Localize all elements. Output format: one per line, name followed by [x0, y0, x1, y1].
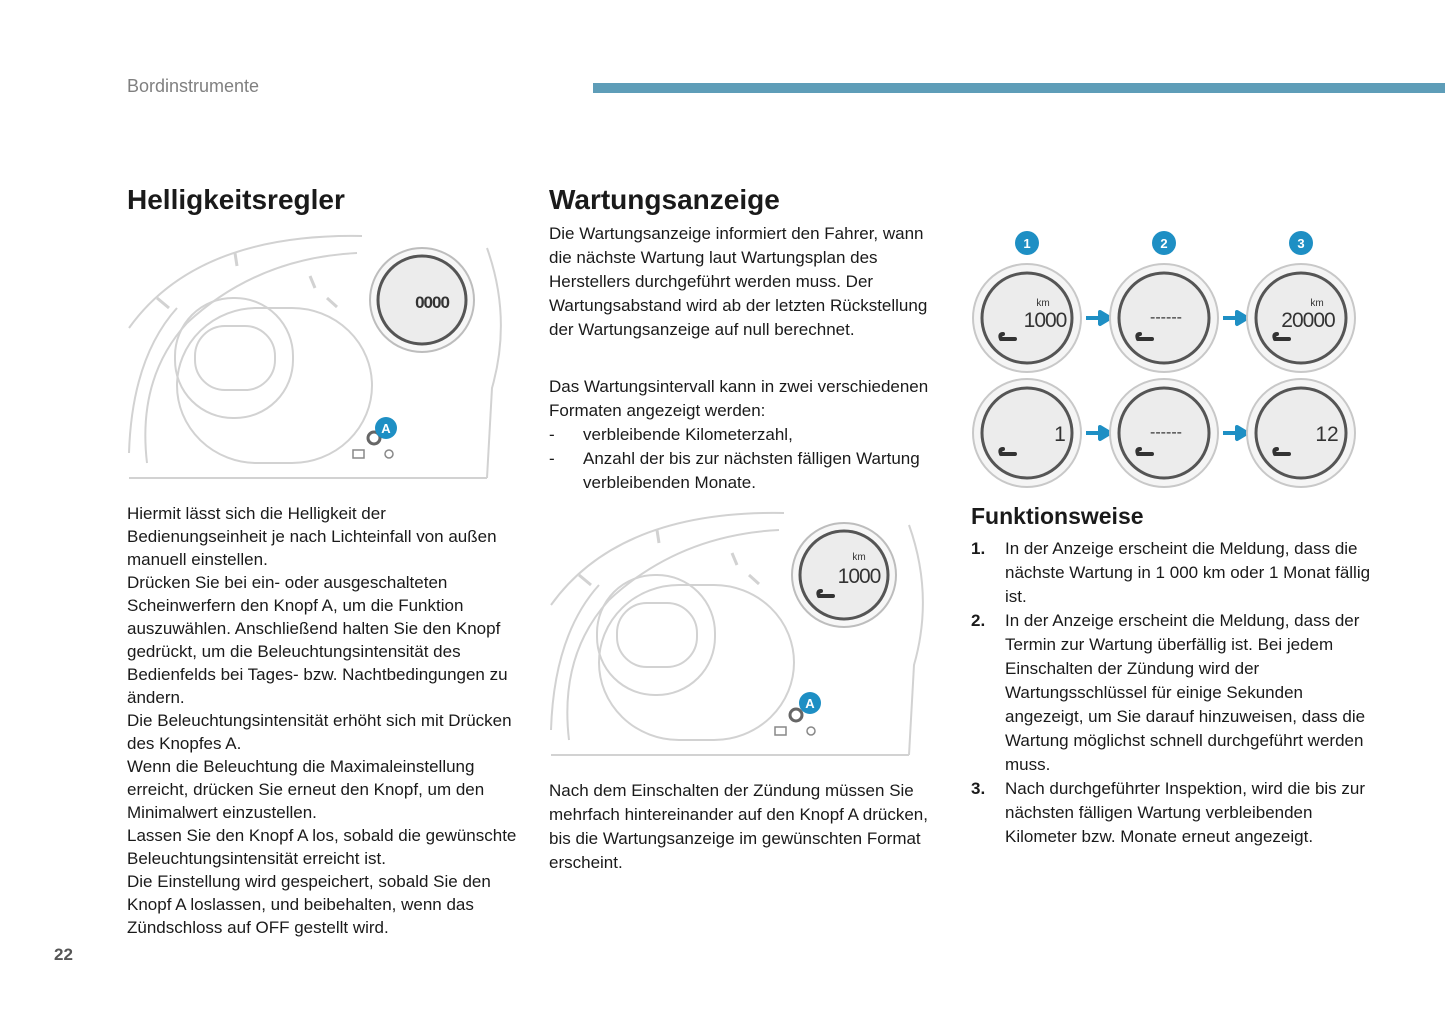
dial-km-1 [973, 264, 1081, 372]
display-sequence-figure [970, 226, 1360, 492]
heading-funktionsweise: Funktionsweise [971, 503, 1144, 529]
step-text: In der Anzeige erscheint die Meldung, dass der Termin zur Wartung überfällig ist. Bei jedem Einschalten der Zündung wird der Wartungsschlüssel für einige Sekunden angezeigt, um Sie darauf hinzuweisen, dass die Wartung möglichst schnell durchgeführt werden muss. [1005, 611, 1366, 774]
formats-intro: Das Wartungsintervall kann in zwei verschiedenen Formaten angezeigt werden: [549, 377, 929, 420]
arrow-right-icon [1086, 427, 1110, 439]
header-bar [593, 83, 1445, 93]
step-number: 2. [971, 611, 986, 630]
brightness-paragraph: Drücken Sie bei ein- oder ausgeschalteten Scheinwerfern den Knopf A, um die Funktion auszuwählen. Anschließend halten Sie den Knopf gedrückt, um die Beleuchtungsintensität des Bedienfelds bei Tages- bzw. Nachtbedingungen zu ändern. [127, 573, 508, 707]
arrow-right-icon [1086, 312, 1110, 324]
step-text: Nach durchgeführter Inspektion, wird die bis zur nächsten fälligen Wartung verbleibenden Kilometer bzw. Monate erneut angezeigt. [1005, 779, 1366, 846]
list-item [549, 447, 934, 495]
step-number: 1. [971, 539, 986, 558]
step-badge: 1 [1023, 236, 1031, 251]
dial-month-3 [1247, 379, 1355, 487]
list-item [549, 423, 934, 447]
brightness-paragraph: Lassen Sie den Knopf A los, sobald die gewünschte Beleuchtungsintensität erreicht ist. [127, 826, 517, 868]
dial-km-3 [1247, 264, 1355, 372]
step-number: 3. [971, 779, 986, 798]
list-item [971, 609, 1371, 777]
maintenance-formats [549, 375, 934, 495]
dial-value: 12 [1315, 423, 1339, 446]
dial-month-1 [973, 379, 1081, 487]
brightness-paragraph: Die Beleuchtungsintensität erhöht sich mit Drücken des Knopfes A. [127, 711, 512, 753]
dial-value: ------ [1150, 424, 1182, 441]
list-item [971, 537, 1371, 609]
heading-wartungsanzeige: Wartungsanzeige [549, 184, 780, 215]
step-badge: 2 [1160, 236, 1168, 251]
page-number: 22 [54, 945, 73, 964]
step-text: In der Anzeige erscheint die Meldung, dass die nächste Wartung in 1 000 km oder 1 Monat fällig ist. [1005, 539, 1371, 606]
dial-value: 1 [1054, 423, 1066, 446]
list-item-text: Anzahl der bis zur nächsten fälligen Wartung verbleibenden Monate. [583, 449, 920, 492]
list-item [971, 777, 1371, 849]
dial-value: 1000 [1023, 309, 1067, 332]
dial-unit: km [1036, 298, 1050, 309]
heading-helligkeitsregler: Helligkeitsregler [127, 184, 345, 215]
brightness-figure [127, 228, 505, 484]
dial-km-2 [1110, 264, 1218, 372]
maintenance-footer-text: Nach dem Einschalten der Zündung müssen Sie mehrfach hintereinander auf den Knopf A drücken, bis die Wartungsanzeige im gewünschten Format erscheint. [549, 781, 928, 872]
step-badge: 3 [1297, 236, 1305, 251]
brightness-paragraph: Die Einstellung wird gespeichert, sobald Sie den Knopf A loslassen, und beibehalten, wenn das Zündschloss auf OFF gestellt wird. [127, 872, 491, 937]
maintenance-figure [549, 505, 927, 761]
list-marker: - [549, 425, 555, 444]
brightness-display-value: 0000 [415, 293, 449, 312]
maintenance-unit: km [852, 552, 866, 563]
maintenance-intro: Die Wartungsanzeige informiert den Fahrer, wann die nächste Wartung laut Wartungsplan des Herstellers durchgeführt werden muss. Der Wartungsabstand wird ab der letzten Rückstellung der Wartungsanzeige auf null berechnet. [549, 224, 928, 339]
list-marker: - [549, 449, 555, 468]
steps-list [971, 537, 1371, 849]
button-a-label: A [381, 421, 391, 436]
dial-month-2 [1110, 379, 1218, 487]
formats-list [549, 423, 934, 495]
arrow-right-icon [1223, 427, 1247, 439]
maintenance-value: 1000 [837, 565, 881, 588]
list-item-text: verbleibende Kilometerzahl, [583, 425, 793, 444]
brightness-paragraph: Wenn die Beleuchtung die Maximaleinstellung erreicht, drücken Sie erneut den Knopf, um den Minimalwert einzustellen. [127, 757, 485, 822]
button-a-label: A [805, 696, 815, 711]
brightness-description [127, 502, 519, 939]
section-title: Bordinstrumente [127, 76, 260, 96]
dial-value: ------ [1150, 309, 1182, 326]
dial-value: 20000 [1281, 309, 1335, 332]
arrow-right-icon [1223, 312, 1247, 324]
dial-unit: km [1310, 298, 1324, 309]
brightness-paragraph: Hiermit lässt sich die Helligkeit der Bedienungseinheit je nach Lichteinfall von außen manuell einstellen. [127, 504, 497, 569]
